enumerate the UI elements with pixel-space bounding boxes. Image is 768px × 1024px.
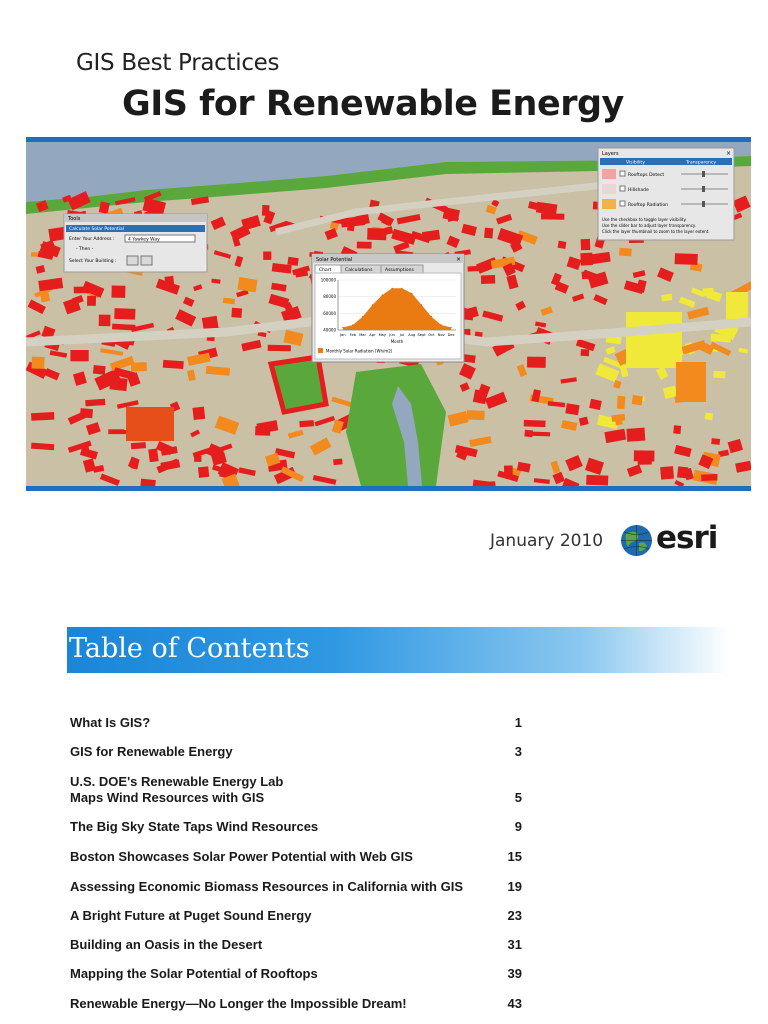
- rooftop: [581, 239, 591, 250]
- rooftop: [660, 466, 674, 480]
- rooftop: [357, 242, 372, 249]
- rooftop: [632, 395, 643, 405]
- toc-entry-title: What Is GIS?: [70, 715, 151, 730]
- rooftop: [111, 285, 125, 297]
- rooftop: [74, 286, 89, 293]
- solar-potential-panel[interactable]: [312, 254, 464, 362]
- rooftop: [638, 453, 652, 465]
- chart-y-tick: 100000: [320, 277, 336, 283]
- rooftop: [582, 271, 590, 279]
- tools-panel-section: Calculate Solar Potential: [69, 227, 125, 232]
- large-rooftop: [126, 407, 174, 441]
- toc-entry-page: 5: [514, 790, 522, 805]
- rooftop: [263, 252, 271, 260]
- chart-x-tick: Apr: [369, 333, 376, 337]
- rooftop: [504, 465, 513, 475]
- ballpark: [271, 357, 326, 412]
- chart-point: [352, 324, 353, 325]
- rooftop: [131, 442, 146, 449]
- layer-checkbox[interactable]: [620, 201, 625, 206]
- toc-entry-page: 43: [507, 996, 522, 1011]
- rooftop: [713, 371, 725, 379]
- rooftop: [677, 466, 688, 478]
- chart-point: [411, 293, 412, 294]
- toc-entry[interactable]: [70, 937, 522, 953]
- rooftop: [467, 265, 488, 271]
- rooftop: [163, 360, 184, 369]
- layer-checkbox[interactable]: [620, 171, 625, 176]
- rooftop: [481, 275, 495, 284]
- toc-entry-title: Mapping the Solar Potential of Rooftops: [70, 966, 318, 981]
- rooftop: [619, 248, 632, 257]
- toc-entry-title: The Big Sky State Taps Wind Resources: [70, 819, 319, 834]
- chart-x-label: Month: [390, 339, 404, 344]
- toc-entry[interactable]: [70, 715, 522, 731]
- rooftop: [93, 365, 106, 375]
- rooftop: [31, 252, 38, 256]
- rooftop: [524, 420, 546, 427]
- rooftop: [673, 425, 681, 434]
- large-rooftop: [626, 312, 682, 368]
- toc-entry-title: Building an Oasis in the Desert: [70, 937, 263, 952]
- rooftop: [31, 357, 44, 369]
- rooftop: [99, 315, 111, 327]
- rooftop: [701, 474, 717, 481]
- chart-x-tick: Mar: [359, 333, 366, 337]
- layers-panel-title: Layers: [602, 151, 619, 157]
- chart-x-tick: Jan: [340, 333, 346, 337]
- rooftop: [40, 292, 50, 302]
- rooftop: [70, 350, 88, 361]
- rooftop: [675, 253, 698, 265]
- chart-point: [421, 304, 422, 305]
- select-building-button[interactable]: [127, 256, 138, 265]
- rooftop: [31, 412, 54, 421]
- rooftop: [702, 288, 714, 297]
- rooftop: [486, 481, 495, 486]
- layer-thumbnail[interactable]: [602, 184, 616, 194]
- address-label: Enter Your Address :: [69, 237, 115, 242]
- toc-entry-title: Renewable Energy—No Longer the Impossible Dream!: [70, 996, 407, 1011]
- solar-close-icon[interactable]: ×: [456, 256, 462, 263]
- rooftop: [711, 438, 720, 445]
- chart-y-tick: 80000: [323, 294, 336, 300]
- legend-swatch: [318, 348, 323, 353]
- solar-map-image: [26, 137, 751, 491]
- rooftop: [484, 228, 493, 239]
- rooftop: [558, 241, 567, 249]
- chart-point: [451, 327, 452, 328]
- rooftop: [617, 396, 626, 409]
- rooftop: [333, 459, 342, 465]
- rooftop: [109, 377, 127, 391]
- globe-icon: [620, 524, 653, 557]
- document-title: GIS for Renewable Energy: [122, 84, 624, 124]
- chart-x-tick: Nov: [437, 333, 445, 337]
- visibility-column: Visibility: [626, 160, 645, 166]
- rooftop: [114, 308, 135, 319]
- rooftop: [527, 357, 546, 368]
- toc-entry-title: Assessing Economic Biomass Resources in California with GIS: [70, 879, 464, 894]
- rooftop: [148, 448, 158, 462]
- chart-x-tick: May: [378, 333, 387, 337]
- chart-x-tick: Aug: [408, 333, 416, 337]
- chart-point: [342, 327, 343, 328]
- rooftop: [530, 432, 550, 437]
- chart-point: [372, 304, 373, 305]
- rooftop: [268, 345, 291, 352]
- chart-point: [441, 324, 442, 325]
- slider-handle[interactable]: [702, 186, 705, 192]
- rooftop: [586, 475, 608, 486]
- layer-name: Rooftop Radiation: [628, 203, 669, 208]
- toc-entry[interactable]: [70, 774, 522, 806]
- rooftop: [108, 429, 124, 434]
- layer-name: Rooftops Detect: [628, 173, 665, 178]
- rooftop: [626, 428, 645, 442]
- toc-entry-page: 19: [507, 879, 522, 894]
- toc-entry-title: A Bright Future at Puget Sound Energy: [70, 908, 312, 923]
- solar-panel-title: Solar Potential: [316, 257, 353, 263]
- toc-entry[interactable]: [70, 966, 522, 982]
- rooftop: [198, 466, 209, 478]
- toc-entry[interactable]: [70, 744, 522, 760]
- chart-x-tick: Oct: [428, 333, 435, 337]
- rooftop: [80, 408, 93, 418]
- toc-entry-page: 1: [514, 715, 522, 730]
- chart-point: [362, 316, 363, 317]
- rooftop: [231, 308, 242, 318]
- large-rooftop: [726, 292, 748, 322]
- then-label: - Then -: [76, 247, 94, 252]
- layers-panel[interactable]: [598, 148, 734, 240]
- toc-entry[interactable]: [70, 849, 522, 865]
- layer-thumbnail[interactable]: [602, 169, 616, 179]
- tab-calculations-label: Calculations: [345, 268, 373, 273]
- chart-x-tick: Jul: [399, 333, 405, 337]
- layers-close-icon[interactable]: ×: [726, 150, 732, 157]
- toc-entry-page: 31: [507, 937, 522, 952]
- toc-entry-title: U.S. DOE's Renewable Energy Lab Maps Wind Resources with GIS: [70, 774, 284, 805]
- toc-banner: [67, 627, 730, 673]
- toc-entry-page: 3: [514, 744, 522, 759]
- layer-name: Hillshade: [628, 188, 649, 193]
- slider-handle[interactable]: [702, 171, 705, 177]
- chart-x-tick: Feb: [349, 333, 356, 337]
- chart-point: [401, 288, 402, 289]
- toc-entry[interactable]: [70, 908, 522, 924]
- toc-entry-page: 9: [514, 819, 522, 834]
- tools-panel[interactable]: [64, 214, 207, 272]
- rooftop: [202, 316, 219, 330]
- slider-handle[interactable]: [702, 201, 705, 207]
- rooftop: [541, 213, 565, 220]
- toc-entry-page: 39: [507, 966, 522, 981]
- toc-entry-title: Boston Showcases Solar Power Potential with Web GIS: [70, 849, 413, 864]
- publication-date: January 2010: [490, 531, 604, 551]
- rooftop: [705, 413, 713, 421]
- building-label: Select Your Building :: [69, 259, 117, 264]
- rooftop: [367, 228, 386, 240]
- esri-logo: [620, 522, 720, 558]
- chart-point: [382, 294, 383, 295]
- chart-x-tick: Sept: [417, 333, 426, 337]
- rooftop: [473, 389, 488, 404]
- large-rooftop: [676, 362, 706, 402]
- toc-entry-title: GIS for Renewable Energy: [70, 744, 233, 759]
- rooftop: [581, 349, 590, 356]
- toc-entry-page: 23: [507, 908, 522, 923]
- toc-entry[interactable]: [70, 879, 522, 895]
- chart-y-tick: 40000: [323, 327, 336, 333]
- toc-entry[interactable]: [70, 996, 522, 1012]
- toc-heading: Table of Contents: [69, 633, 310, 664]
- esri-wordmark: esri: [656, 520, 718, 556]
- rooftop: [87, 296, 96, 306]
- chart-y-tick: 60000: [323, 310, 336, 316]
- rooftop: [580, 253, 593, 266]
- chart-point: [431, 316, 432, 317]
- toc-entry-page: 15: [507, 849, 522, 864]
- layers-help-1: Use the checkbox to toggle layer visibility.: [602, 217, 687, 222]
- rooftop: [467, 410, 485, 420]
- tab-chart-label: Chart: [319, 268, 332, 273]
- toc-entry[interactable]: [70, 819, 522, 835]
- transparency-column: Transparency: [686, 160, 717, 166]
- tools-panel-title: Tools: [68, 216, 81, 222]
- address-value: 4 Yawkey Way: [128, 237, 160, 243]
- layer-thumbnail[interactable]: [602, 199, 616, 209]
- map-graphic: [26, 142, 751, 486]
- layers-help-2: Use the slider bar to adjust layer transparency.: [602, 223, 696, 228]
- chart-point: [392, 288, 393, 289]
- layers-help-3: Click the layer thumbnail to zoom to the layer extent.: [602, 229, 710, 234]
- layer-checkbox[interactable]: [620, 186, 625, 191]
- legend-label: Monthly Solar Radiation (Wh/m2): [326, 348, 393, 354]
- chart-x-tick: Dec: [447, 333, 455, 337]
- rooftop: [299, 420, 314, 427]
- rooftop: [287, 257, 298, 266]
- series-label: GIS Best Practices: [76, 50, 280, 76]
- clear-building-button[interactable]: [141, 256, 152, 265]
- rooftop: [192, 407, 205, 420]
- rooftop: [565, 403, 579, 415]
- chart-x-tick: Jun: [389, 333, 395, 337]
- tab-assumptions-label: Assumptions: [385, 268, 414, 273]
